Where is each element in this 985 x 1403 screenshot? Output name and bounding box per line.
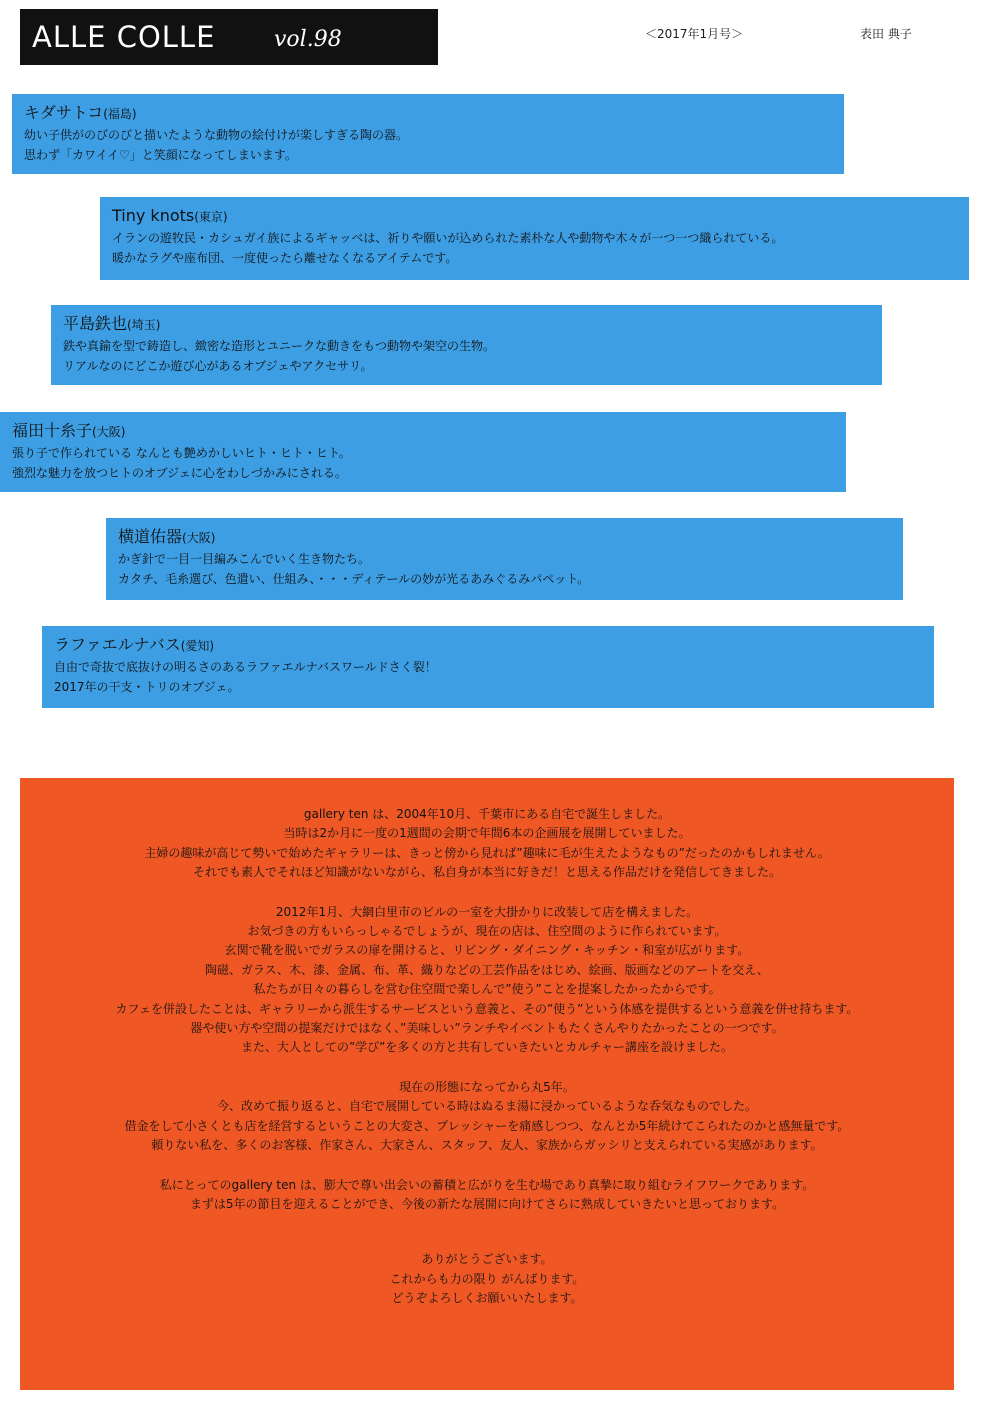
artist-heading <box>12 420 836 443</box>
essay-line: 器や使い方や空間の提案だけではなく、”美味しい”ランチやイベントもたくさんやりたかったことの一つです。 <box>190 1021 784 1036</box>
essay-line: 主婦の趣味が高じて勢いで始めたギャラリーは、きっと傍から見れば”趣味に毛が生えたようなもの”だったのかもしれません。 <box>144 845 830 860</box>
artist-description-line: 幼い子供がのびのびと描いたような動物の絵付けが楽しすぎる陶の器。 <box>24 128 409 142</box>
author-name: 表田 典子 <box>860 27 912 41</box>
essay-paragraph <box>20 1078 954 1156</box>
essay-line: 2012年1月、大網白里市のビルの一室を大掛かりに改装して店を構えました。 <box>275 904 699 919</box>
essay-line: 頼りない私を、多くのお客様、作家さん、大家さん、スタッフ、友人、家族からガッシリと支えられている実感があります。 <box>151 1138 823 1153</box>
essay-line: ありがとうございます。 <box>421 1252 553 1267</box>
artist-heading <box>54 634 924 657</box>
essay-paragraph <box>20 805 954 883</box>
artist-heading <box>63 313 872 336</box>
volume-number: vol.98 <box>274 27 342 52</box>
artist-box-fukuda-toshiko <box>0 412 846 492</box>
essay-line: どうぞよろしくお願いいたします。 <box>391 1291 583 1306</box>
artist-name: 平島鉄也 <box>63 314 128 333</box>
artist-name: 横道佑器 <box>118 527 183 546</box>
essay-line: 陶磁、ガラス、木、漆、金属、布、革、織りなどの工芸作品をはじめ、絵画、版画などのアートを交え、 <box>205 962 769 977</box>
title-banner <box>20 9 438 65</box>
artist-name: Tiny knots <box>112 206 195 225</box>
artist-location: (東京) <box>194 210 228 224</box>
artist-name: ラファエルナバス <box>54 635 181 654</box>
artist-box-rafael-navas <box>42 626 934 708</box>
essay-line: 今、改めて振り返ると、自宅で展開している時はぬるま湯に浸かっているような呑気なものでした。 <box>216 1099 757 1114</box>
artist-box-kidasatoko <box>12 94 844 174</box>
artist-location: (愛知) <box>180 639 215 653</box>
artist-location: (大阪) <box>182 531 216 545</box>
artist-description-line: 強烈な魅力を放つヒトのオブジェに心をわしづかみにされる。 <box>12 466 347 480</box>
essay-line: また、大人としての”学び”を多くの方と共有していきたいとカルチャー講座を設けました。 <box>240 1040 734 1055</box>
essay-line: gallery ten は、2004年10月、千葉市にある自宅で誕生しました。 <box>303 807 671 821</box>
artist-name: 福田十糸子 <box>12 421 93 440</box>
essay-paragraph <box>20 1176 954 1215</box>
artist-description-line: 暖かなラグや座布団、一度使ったら離せなくなるアイテムです。 <box>112 251 458 265</box>
essay-line: カフェを併設したことは、ギャラリーから派生するサービスという意義と、その”使う”という体感を提供するという意義を併せ持ちます。 <box>115 1001 859 1016</box>
artist-heading <box>118 526 893 549</box>
essay-line: それでも素人でそれほど知識がないながら、私自身が本当に好きだ！と思える作品だけを発信してきました。 <box>192 865 781 880</box>
essay-line: 現在の形態になってから丸5年。 <box>399 1079 575 1094</box>
artist-description-line: 2017年の干支・トリのオブジェ。 <box>54 680 240 694</box>
artist-heading <box>24 102 834 125</box>
essay-line: まずは5年の節目を迎えることができ、今後の新たな展開に向けてさらに熟成していきたいと思っております。 <box>189 1196 785 1211</box>
artist-name: キダサトコ <box>24 103 104 122</box>
essay-line: これからも力の限り がんばります。 <box>389 1271 585 1286</box>
artist-description-line: リアルなのにどこか遊び心があるオブジェやアクセサリ。 <box>63 359 373 373</box>
essay-paragraph <box>20 903 954 1058</box>
artist-description-line: 鉄や真鍮を型で鋳造し、緻密な造形とユニークな動きをもつ動物や架空の生物。 <box>63 339 496 353</box>
artist-location: (埼玉) <box>127 318 161 332</box>
artist-box-tiny-knots <box>100 197 969 280</box>
essay-line: 借金をして小さくとも店を経営するということの大変さ、プレッシャーを痛感しつつ、なんとか5年続けてこられたのかと感無量です。 <box>124 1118 850 1133</box>
artist-description-line: 自由で奇抜で底抜けの明るさのあるラファエルナバスワールドさく裂！ <box>54 660 437 674</box>
artist-description-line: かぎ針で一目一目編みこんでいく生き物たち。 <box>118 552 371 566</box>
artist-location: (大阪) <box>92 425 126 439</box>
essay-line: 私たちが日々の暮らしを営む住空間で楽しんで”使う”ことを提案したかったからです。 <box>253 982 721 997</box>
essay-line: 当時は2か月に一度の1週間の会期で年間6本の企画展を展開していました。 <box>283 826 691 841</box>
essay-box <box>20 778 954 1390</box>
artist-description-line: 思わず「カワイイ♡」と笑顔になってしまいます。 <box>24 148 297 162</box>
artist-heading <box>112 205 959 228</box>
magazine-title: ALLE COLLE <box>32 20 216 54</box>
essay-line: お気づきの方もいらっしゃるでしょうが、現在の店は、住空間のように作られています。 <box>247 924 727 939</box>
artist-description-line: 張り子で作られている なんとも艶めかしいヒト・ヒト・ヒト。 <box>12 446 351 460</box>
artist-description-line: カタチ、毛糸選び、色遣い、仕組み、・・・ディテールの妙が光るあみぐるみパペット。 <box>118 572 590 586</box>
artist-description-line: イランの遊牧民・カシュガイ族によるギャッベは、祈りや願いが込められた素朴な人や動物や木々が一つ一つ織られている。 <box>112 231 784 245</box>
artist-box-hirashima-tetsuya <box>51 305 882 385</box>
artist-location: (福島) <box>103 107 137 121</box>
issue-date: ＜2017年1月号＞ <box>645 27 744 41</box>
essay-closing <box>20 1250 954 1308</box>
essay-line: 玄関で靴を脱いでガラスの扉を開けると、リビング・ダイニング・キッチン・和室が広がります。 <box>224 943 750 958</box>
artist-box-yokomichi-yuki <box>106 518 903 600</box>
essay-line: 私にとってのgallery ten は、膨大で尊い出会いの蓄積と広がりを生む場であり真摯に取り組むライフワークであります。 <box>159 1177 815 1192</box>
